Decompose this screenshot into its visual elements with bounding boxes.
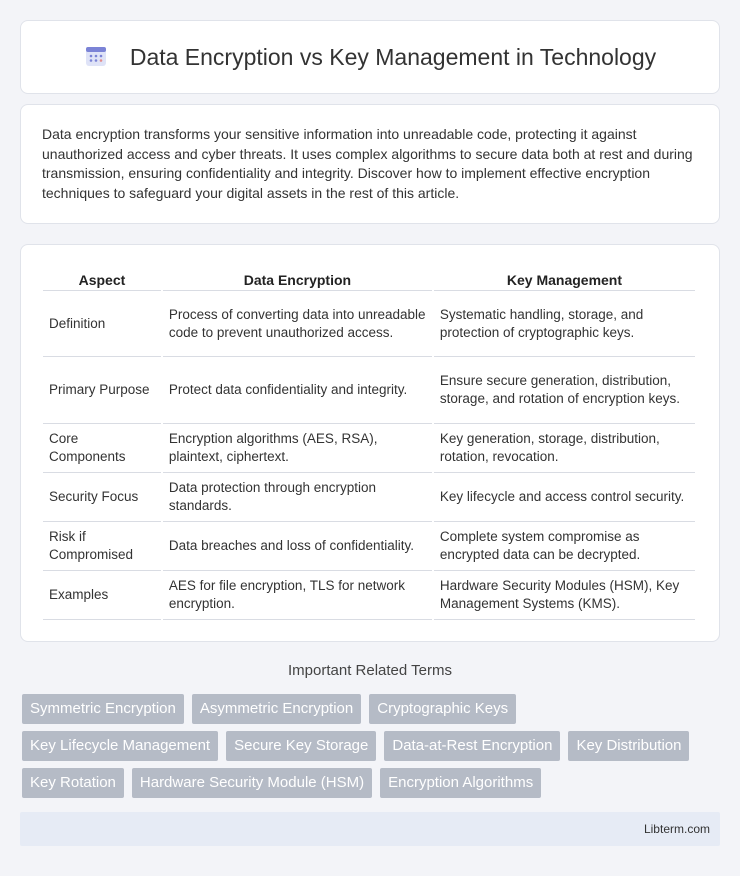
cell-aspect: Risk if Compromised xyxy=(43,522,161,571)
header-card xyxy=(20,20,720,94)
tag-encryption-algorithms[interactable]: Encryption Algorithms xyxy=(380,768,541,798)
tag-data-at-rest-encryption[interactable]: Data-at-Rest Encryption xyxy=(384,731,560,761)
cell-data-encryption: Encryption algorithms (AES, RSA), plaintext, ciphertext. xyxy=(163,424,432,473)
intro-card xyxy=(20,104,720,224)
header-data-encryption: Data Encryption xyxy=(163,265,432,291)
header-aspect: Aspect xyxy=(43,265,161,291)
table-row xyxy=(43,357,695,424)
tag-secure-key-storage[interactable]: Secure Key Storage xyxy=(226,731,376,761)
tag-key-rotation[interactable]: Key Rotation xyxy=(22,768,124,798)
cell-aspect: Definition xyxy=(43,291,161,357)
cell-key-management: Key generation, storage, distribution, rotation, revocation. xyxy=(434,424,695,473)
table-row xyxy=(43,424,695,473)
cell-aspect: Security Focus xyxy=(43,473,161,522)
related-terms-list xyxy=(22,694,722,805)
header-key-management: Key Management xyxy=(434,265,695,291)
cell-key-management: Key lifecycle and access control security. xyxy=(434,473,695,522)
tag-asymmetric-encryption[interactable]: Asymmetric Encryption xyxy=(192,694,361,724)
table-row xyxy=(43,571,695,620)
cell-key-management: Systematic handling, storage, and protection of cryptographic keys. xyxy=(434,291,695,357)
cell-data-encryption: AES for file encryption, TLS for network encryption. xyxy=(163,571,432,620)
calendar-icon xyxy=(84,44,108,68)
table-row xyxy=(43,291,695,357)
cell-aspect: Core Components xyxy=(43,424,161,473)
footer xyxy=(20,812,720,846)
table-header-row xyxy=(43,265,695,291)
cell-key-management: Hardware Security Modules (HSM), Key Management Systems (KMS). xyxy=(434,571,695,620)
footer-site-link[interactable]: Libterm.com xyxy=(643,822,710,836)
table-row xyxy=(43,522,695,571)
cell-data-encryption: Process of converting data into unreadable code to prevent unauthorized access. xyxy=(163,291,432,357)
table-row xyxy=(43,473,695,522)
cell-data-encryption: Data protection through encryption standards. xyxy=(163,473,432,522)
tag-symmetric-encryption[interactable]: Symmetric Encryption xyxy=(22,694,184,724)
tag-key-lifecycle-management[interactable]: Key Lifecycle Management xyxy=(22,731,218,761)
tag-hardware-security-module[interactable]: Hardware Security Module (HSM) xyxy=(132,768,372,798)
cell-aspect: Examples xyxy=(43,571,161,620)
cell-aspect: Primary Purpose xyxy=(43,357,161,424)
intro-text: Data encryption transforms your sensitive information into unreadable code, protecting it against unauthorized access and cyber threats. It uses complex algorithms to secure data both at rest and during transmission, ensuring confidentiality and integrity. Discover how to implement effective encryption techniques to safeguard your digital assets in the rest of this article. xyxy=(42,126,693,201)
cell-key-management: Ensure secure generation, distribution, storage, and rotation of encryption keys. xyxy=(434,357,695,424)
related-terms-title: Important Related Terms xyxy=(288,662,452,679)
tag-key-distribution[interactable]: Key Distribution xyxy=(568,731,689,761)
tag-cryptographic-keys[interactable]: Cryptographic Keys xyxy=(369,694,516,724)
comparison-table-card xyxy=(20,244,720,642)
cell-key-management: Complete system compromise as encrypted data can be decrypted. xyxy=(434,522,695,571)
cell-data-encryption: Data breaches and loss of confidentiality. xyxy=(163,522,432,571)
cell-data-encryption: Protect data confidentiality and integrity. xyxy=(163,357,432,424)
comparison-table xyxy=(41,265,697,620)
page-title: Data Encryption vs Key Management in Technology xyxy=(129,43,657,70)
